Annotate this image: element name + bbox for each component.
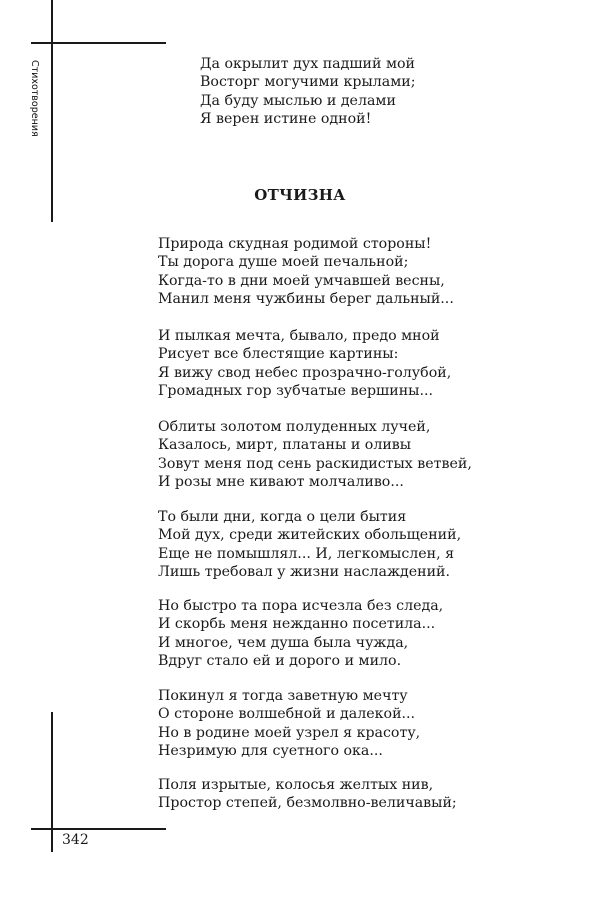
verse-line: Еще не помышлял... И, легкомыслен, я — [158, 545, 455, 562]
verse-line: Рисует все блестящие картины: — [158, 346, 399, 363]
verse-line: И скорбь меня нежданно посетила... — [158, 616, 436, 633]
verse-line: Облиты золотом полуденных лучей, — [158, 419, 431, 435]
bottom-vertical-rule — [51, 712, 53, 852]
verse-line: Казалось, мирт, платаны и оливы — [158, 437, 412, 454]
stanza — [158, 597, 443, 670]
verse-line: Но быстро та пора исчезла без следа, — [158, 598, 444, 614]
verse-line: Восторг могучими крылами; — [200, 74, 416, 91]
poem-title — [0, 186, 600, 204]
bottom-horizontal-rule — [31, 828, 166, 830]
verse-line: Вдруг стало ей и дорого и мило. — [158, 652, 402, 669]
verse-line: И пылкая мечта, бывало, предо мной — [158, 328, 440, 344]
verse-line: Но в родине моей узрел я красоту, — [158, 724, 421, 741]
stanza — [158, 327, 451, 400]
verse-line: Покинул я тогда заветную мечту — [158, 688, 408, 704]
verse-line: Незримую для суетного ока... — [158, 742, 383, 759]
verse-line: Ты дорога душе моей печальной; — [158, 254, 409, 271]
verse-line: Я вижу свод небес прозрачно-голубой, — [158, 364, 452, 381]
verse-line: И розы мне кивают молчаливо... — [158, 473, 404, 490]
running-header: Стихотворения — [29, 60, 40, 137]
verse-line: Лишь требовал у жизни наслаждений. — [158, 563, 451, 580]
verse-line: О стороне волшебной и далекой... — [158, 706, 416, 723]
stanza — [158, 235, 454, 308]
verse-line: Да буду мыслью и делами — [200, 92, 396, 109]
verse-line: Когда-то в дни моей умчавшей весны, — [158, 272, 445, 289]
verse-line: Поля изрытые, колосья желтых нив, — [158, 777, 434, 793]
verse-line: Мой дух, среди житейских обольщений, — [158, 527, 462, 544]
page-number: 342 — [62, 832, 89, 848]
verse-line: Да окрылит дух падший мой — [200, 56, 416, 72]
top-horizontal-rule — [31, 42, 166, 44]
verse-line: Громадных гор зубчатые вершины... — [158, 382, 433, 399]
stanza — [158, 508, 461, 581]
verse-line: И многое, чем душа была чужда, — [158, 634, 409, 651]
stanza — [158, 776, 457, 813]
poem-title-text: ОТЧИЗНА — [254, 186, 346, 204]
previous-poem-ending — [200, 55, 416, 128]
stanza — [158, 418, 472, 491]
verse-line: Простор степей, безмолвно-величавый; — [158, 795, 457, 812]
verse-line: Природа скудная родимой стороны! — [158, 236, 432, 252]
verse-line: То были дни, когда о цели бытия — [158, 509, 407, 525]
verse-line: Я верен истине одной! — [200, 110, 372, 127]
verse-line: Зовут меня под сень раскидистых ветвей, — [158, 455, 472, 472]
verse-line: Манил меня чужбины берег дальный... — [158, 290, 454, 307]
stanza — [158, 687, 420, 760]
